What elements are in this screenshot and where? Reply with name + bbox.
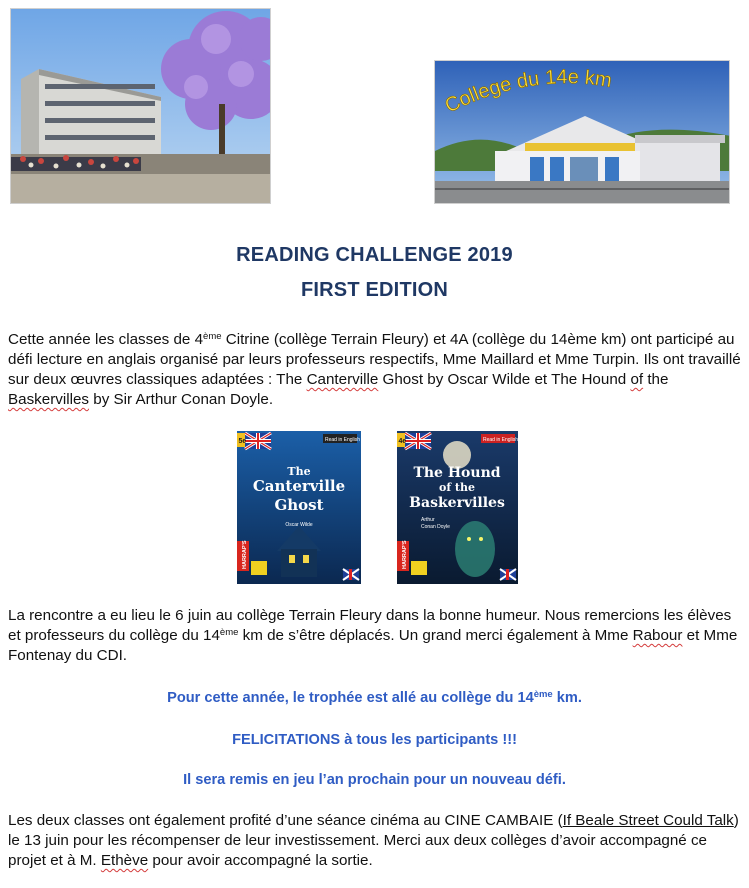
svg-text:Ghost: Ghost — [274, 496, 324, 514]
svg-text:Arthur: Arthur — [421, 517, 435, 523]
meeting-paragraph: La rencontre a eu lieu le 6 juin au collège Terrain Fleury dans la bonne humeur. Nous remercions les élèves et professeurs du collège du 14ème km de s’être déplacés. Un grand merci également à Mme Rabour et Mme Fontenay du CDI. — [8, 607, 738, 664]
book-cover-hound-baskervilles — [397, 431, 518, 584]
svg-text:5e: 5e — [238, 438, 247, 445]
svg-text:HARRAP'S: HARRAP'S — [402, 540, 408, 569]
subtitle: FIRST EDITION — [300, 279, 449, 301]
cinema-paragraph: Les deux classes ont également profité d’une séance cinéma au CINE CAMBAIE (If Beale Street Could Talk) le 13 juin pour les récompenser de leur investissement. Merci aux deux collèges d’avoir accompagné ce projet et à M. Ethève pour avoir accompagné la sortie. — [8, 812, 739, 869]
svg-text:of the: of the — [439, 481, 475, 494]
svg-text:Baskervilles: Baskervilles — [409, 495, 505, 511]
svg-text:Conan Doyle: Conan Doyle — [421, 524, 450, 530]
intro-paragraph: Cette année les classes de 4ème Citrine (collège Terrain Fleury) et 4A (collège du 14ème km) ont participé au défi lecture en anglais organisé par leurs professeurs respectifs, Mme Maillard et Mme Turpin. Ils ont travaillé sur deux œuvres classiques adaptées : The Canterville Ghost by Oscar Wilde et The Hound of the Baskervilles by Sir Arthur Conan Doyle. — [8, 331, 741, 408]
svg-text:Oscar Wilde: Oscar Wilde — [285, 522, 313, 528]
college-photo-left — [10, 8, 271, 204]
trophy-announcement: Pour cette année, le trophée est allé au collège du 14ème km. — [167, 689, 582, 706]
next-year-line: Il sera remis en jeu l’an prochain pour un nouveau défi. — [183, 772, 566, 788]
college-caption: College du 14e km — [441, 66, 614, 118]
book-cover-canterville-ghost — [237, 431, 361, 584]
svg-text:Canterville: Canterville — [252, 477, 346, 495]
congratulations-line: FELICITATIONS à tous les participants !!! — [232, 732, 517, 748]
college-photo-right — [434, 60, 730, 204]
svg-text:4e: 4e — [398, 438, 407, 445]
svg-text:Read in English: Read in English — [483, 437, 518, 443]
svg-text:The: The — [287, 465, 311, 478]
svg-text:HARRAP'S: HARRAP'S — [242, 540, 248, 569]
svg-text:Read in English: Read in English — [325, 437, 361, 443]
main-title: READING CHALLENGE 2019 — [236, 244, 513, 266]
svg-text:The Hound: The Hound — [413, 465, 501, 481]
